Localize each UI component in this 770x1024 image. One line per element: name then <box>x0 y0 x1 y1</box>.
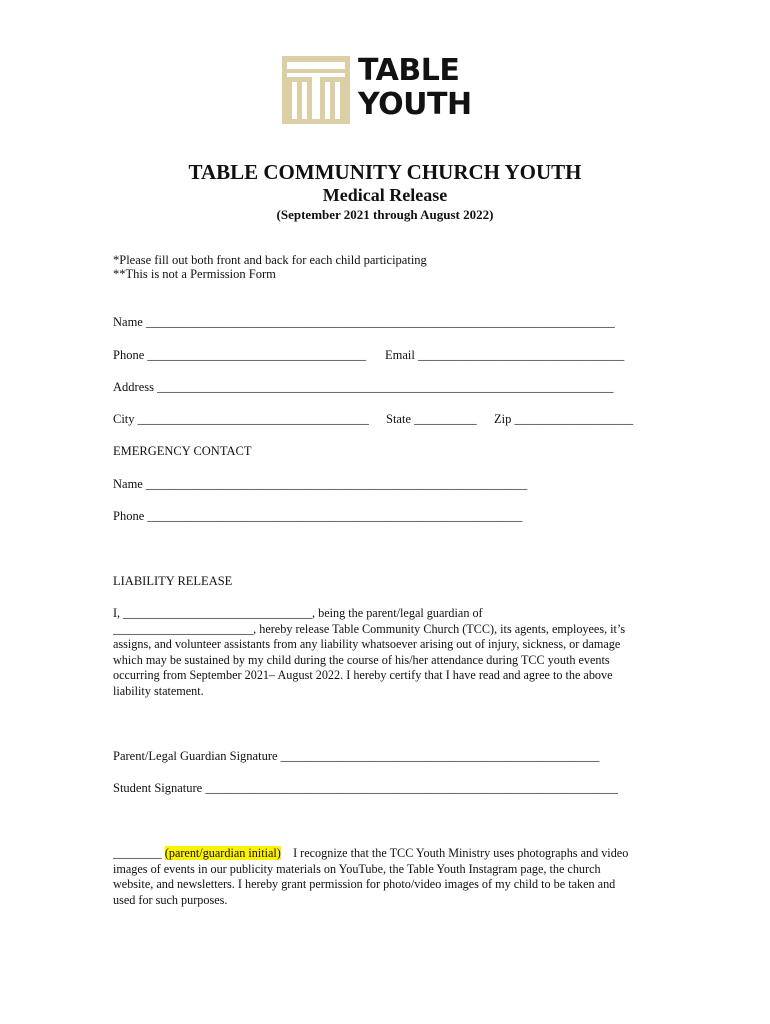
table-youth-logo <box>282 53 478 126</box>
liability-line-5: occurring from September 2021– August 2022. I hereby certify that I have read and agree to the above <box>113 668 613 682</box>
zip-field[interactable]: Zip ___________________ <box>494 412 634 426</box>
logo-line-1: TABLE <box>358 53 460 88</box>
note-1: *Please fill out both front and back for each child participating <box>113 253 427 267</box>
logo-wordmark <box>358 54 472 122</box>
parent-signature-field[interactable]: Parent/Legal Guardian Signature ___________________________________________________ <box>113 749 600 763</box>
liability-line-6: liability statement. <box>113 683 204 698</box>
photo-line-1 <box>113 846 673 862</box>
student-signature-field[interactable]: Student Signature __________________________________________________________________ <box>113 781 618 795</box>
initial-label: (parent/guardian initial) <box>164 846 281 860</box>
name-field[interactable]: Name ___________________________________________________________________________ <box>113 315 615 329</box>
state-field[interactable]: State __________ <box>386 412 477 426</box>
document-subtitle: Medical Release <box>322 185 448 205</box>
photo-line-2: images of events in our publicity materials on YouTube, the Table Youth Instagram page, the church <box>113 861 601 876</box>
liability-line-4: which may be sustained by my child during the course of his/her attendance during TCC youth events <box>113 652 610 667</box>
note-2: **This is not a Permission Form <box>113 267 276 281</box>
logo-line-2: YOUTH <box>358 87 472 122</box>
photo-line-3: website, and newsletters. I hereby grant permission for photo/video images of my child to be taken and <box>113 877 616 891</box>
email-field[interactable]: Email _________________________________ <box>385 348 625 362</box>
document-title: TABLE COMMUNITY CHURCH YOUTH <box>188 160 582 184</box>
city-field[interactable]: City _____________________________________ <box>113 412 369 426</box>
liability-line-1[interactable]: I, _______________________________, being the parent/legal guardian of <box>113 606 483 620</box>
date-range: (September 2021 through August 2022) <box>276 207 494 222</box>
liability-paragraph <box>113 606 658 699</box>
emergency-heading: EMERGENCY CONTACT <box>113 444 252 458</box>
photo-line-4: used for such purposes. <box>113 892 228 907</box>
liability-line-3: assigns, and volunteer assistants from any liability whatsoever arising out of injury, sickness, or damage <box>113 637 621 651</box>
logo-mark-icon <box>282 56 350 124</box>
liability-heading: LIABILITY RELEASE <box>113 574 233 588</box>
address-field[interactable]: Address _________________________________________________________________________ <box>113 380 614 394</box>
initial-blank-field[interactable]: ________ <box>113 846 162 860</box>
photo-line-1-text: I recognize that the TCC Youth Ministry uses photographs and video <box>293 846 629 860</box>
emergency-name-field[interactable]: Name _____________________________________________________________ <box>113 477 528 491</box>
photo-release-paragraph <box>113 846 673 908</box>
phone-field[interactable]: Phone ___________________________________ <box>113 348 367 362</box>
liability-line-2[interactable]: _______________________, hereby release Table Community Church (TCC), its agents, employees, it’s <box>113 621 626 636</box>
emergency-phone-field[interactable]: Phone ____________________________________________________________ <box>113 509 523 523</box>
